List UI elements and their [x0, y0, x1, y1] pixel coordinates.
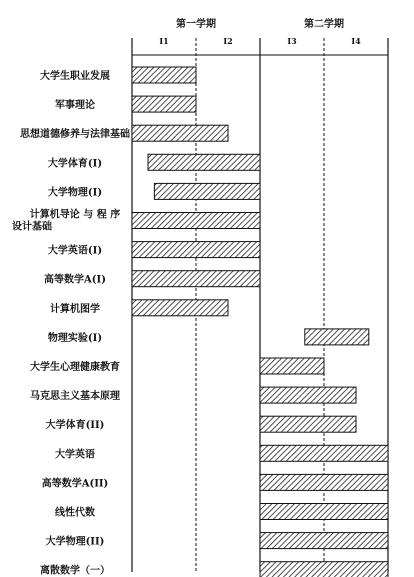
task-label: 思想道德修养与法律基础: [20, 129, 130, 141]
task-label: 军事理论: [55, 100, 95, 112]
task-label: 线性代数: [55, 507, 95, 519]
task-bar: [132, 300, 228, 316]
task-label: 大学物理(II): [45, 536, 105, 548]
task-bar: [260, 416, 356, 432]
task-label: 计算机图学: [50, 303, 100, 315]
task-label-line: 计算机导论 与 程 序: [29, 209, 121, 221]
task-bar: [132, 67, 196, 83]
task-bar: [148, 154, 260, 170]
task-label: 离散数学（一）: [40, 565, 110, 577]
task-bar: [260, 533, 388, 549]
term-label: 第二学期: [304, 19, 344, 30]
task-label: 高等数学A(II): [41, 478, 109, 490]
task-label: 物理实验(I): [47, 332, 103, 344]
task-bar: [260, 504, 388, 520]
term-label: 第一学期: [176, 19, 216, 30]
task-label: 大学体育(II): [45, 420, 105, 432]
task-label: 大学生心理健康教育: [30, 362, 120, 373]
task-bar: [154, 183, 260, 199]
task-bar: [260, 387, 356, 403]
task-bar: [260, 358, 324, 374]
task-bar: [260, 474, 388, 490]
task-bar: [260, 445, 388, 461]
task-bar: [132, 96, 196, 112]
task-bar: [305, 329, 369, 345]
task-bar: [132, 213, 260, 229]
task-bar: [132, 242, 260, 258]
task-bar: [260, 562, 388, 577]
task-bar: [132, 125, 228, 141]
task-label: 大学生职业发展: [40, 71, 110, 82]
task-label: 大学体育(I): [47, 158, 103, 170]
x-tick-label: I4: [351, 36, 361, 46]
x-tick-label: I3: [287, 36, 297, 46]
task-label: 大学物理(I): [47, 187, 103, 199]
chart-labels: [12, 69, 130, 577]
task-label: 高等数学A(I): [44, 274, 106, 286]
task-label: 大学英语: [55, 449, 95, 461]
task-label: 大学英语(I): [47, 245, 103, 257]
task-label: 马克思主义基本原理: [30, 391, 120, 403]
task-label-line: 设计基础: [12, 221, 52, 233]
x-tick-label: I1: [159, 36, 169, 46]
task-bar: [132, 271, 260, 287]
x-tick-label: I2: [223, 36, 233, 46]
